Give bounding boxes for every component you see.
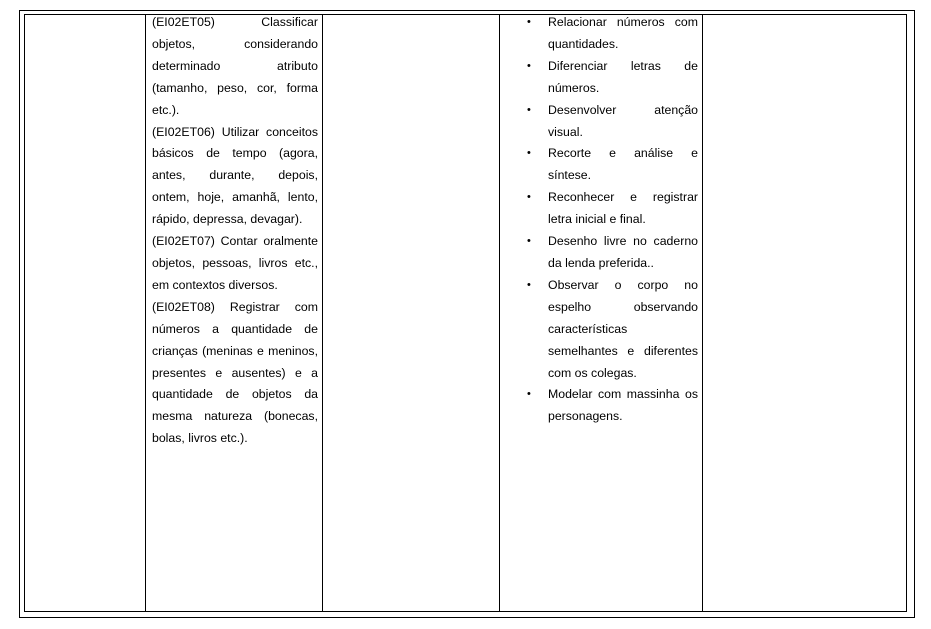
bullet-icon: •: [527, 278, 531, 291]
column-divider-3: [499, 14, 500, 612]
list-item: • Reconhecer e registrar letra inicial e final.: [548, 187, 698, 231]
column-divider-2: [322, 14, 323, 612]
bullet-icon: •: [527, 103, 531, 116]
objective-item: [152, 297, 318, 450]
list-item: • Desenho livre no caderno da lenda preferida..: [548, 231, 698, 275]
objective-text: Classificar objetos, considerando determinado atributo (tamanho, peso, cor, forma etc.).: [152, 15, 318, 117]
bullet-icon: •: [527, 59, 531, 72]
list-item: • Desenvolver atenção visual.: [548, 100, 698, 144]
objectives-cell: [152, 12, 318, 450]
bullet-icon: •: [527, 235, 531, 248]
objective-code: (EI02ET08): [152, 299, 215, 314]
objective-item: [152, 122, 318, 232]
column-divider-1: [145, 14, 146, 612]
bullet-icon: •: [527, 388, 531, 401]
list-item: • Observar o corpo no espelho observando características semelhantes e diferentes com os colegas.: [548, 275, 698, 385]
objective-item: [152, 231, 318, 297]
objective-code: (EI02ET05): [152, 15, 215, 29]
bullet-icon: •: [527, 16, 531, 28]
bullet-icon: •: [527, 147, 531, 160]
list-item: • Relacionar números com quantidades.: [548, 12, 698, 56]
objective-text: Utilizar conceitos básicos de tempo (agora, antes, durante, depois, ontem, hoje, amanhã, lento, rápido, depressa, devagar).: [152, 124, 318, 227]
column-divider-4: [702, 14, 703, 612]
objective-text: Contar oralmente objetos, pessoas, livros etc., em contextos diversos.: [152, 234, 318, 292]
list-item: • Recorte e análise e síntese.: [548, 143, 698, 187]
objective-code: (EI02ET06): [152, 124, 215, 139]
list-item: • Diferenciar letras de números.: [548, 56, 698, 100]
objective-text: Registrar com números a quantidade de crianças (meninas e meninos, presentes e ausentes) e a quantidade de objetos da mesma natureza (bonecas, bolas, livros etc.).: [152, 299, 318, 446]
list-item: • Modelar com massinha os personagens.: [548, 384, 698, 428]
objective-code: (EI02ET07): [152, 234, 215, 249]
activities-list: [527, 12, 698, 428]
objective-item: [152, 12, 318, 122]
bullet-icon: •: [527, 191, 531, 204]
